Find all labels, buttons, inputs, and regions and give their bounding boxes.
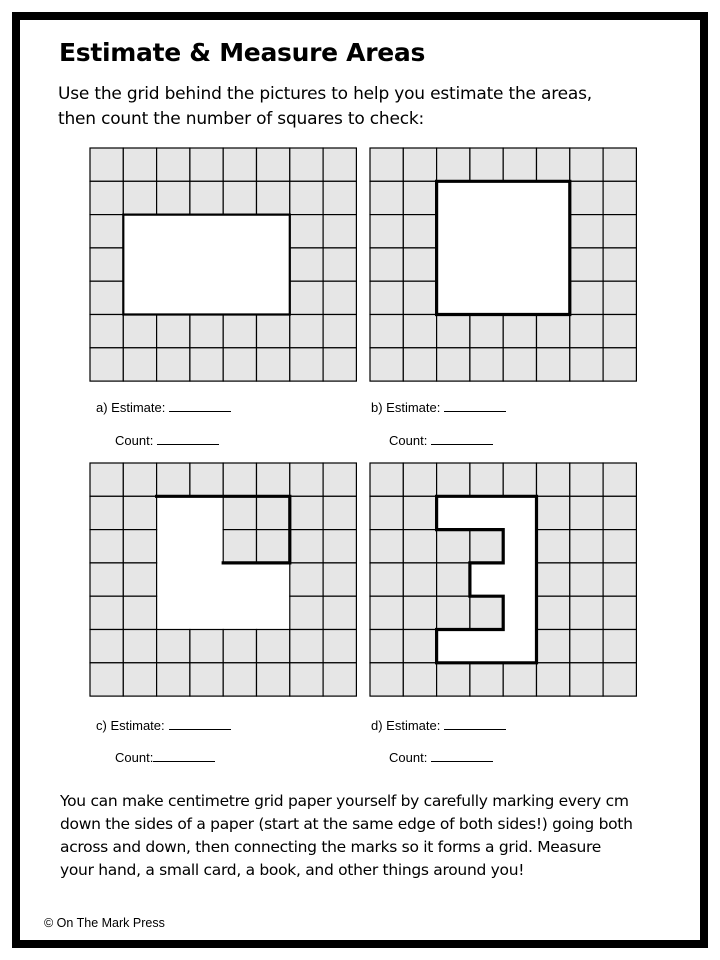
grid-cell bbox=[323, 463, 356, 496]
grid-cell bbox=[437, 148, 470, 181]
grid-cell bbox=[603, 281, 636, 314]
shape-cell bbox=[437, 630, 470, 663]
count-label: Count: bbox=[115, 750, 154, 765]
grid-cell bbox=[190, 181, 223, 214]
grid-cell bbox=[223, 630, 256, 663]
grid-cell bbox=[370, 530, 403, 563]
grid-cell bbox=[323, 148, 356, 181]
grid-cell bbox=[437, 348, 470, 381]
estimate-label: b) Estimate: bbox=[371, 400, 441, 415]
count-label: Count: bbox=[115, 433, 154, 448]
estimate-answer-blank[interactable] bbox=[169, 717, 231, 730]
estimate-answer-blank[interactable] bbox=[444, 717, 506, 730]
shape-cell bbox=[470, 496, 503, 529]
grid-cell bbox=[537, 315, 570, 348]
grid-cell bbox=[503, 148, 536, 181]
shape-cell bbox=[470, 215, 503, 248]
grid-cell bbox=[403, 148, 436, 181]
grid-cell bbox=[570, 181, 603, 214]
grid-cell bbox=[290, 348, 323, 381]
grid-cell bbox=[123, 530, 156, 563]
grid-cell bbox=[537, 596, 570, 629]
grid-cell bbox=[470, 663, 503, 696]
grid-cell bbox=[370, 248, 403, 281]
grid-cell bbox=[570, 463, 603, 496]
shape-cell bbox=[190, 281, 223, 314]
grid-cell bbox=[370, 181, 403, 214]
shape-cell bbox=[503, 563, 536, 596]
grid-cell bbox=[223, 348, 256, 381]
grid-cell bbox=[123, 496, 156, 529]
estimate-answer-blank[interactable] bbox=[444, 399, 506, 412]
shape-cell bbox=[157, 281, 190, 314]
grid-cell bbox=[370, 663, 403, 696]
grid-cell bbox=[157, 315, 190, 348]
grid-cell bbox=[603, 181, 636, 214]
shape-cell bbox=[437, 181, 470, 214]
grid-cell bbox=[123, 181, 156, 214]
grid-cell bbox=[370, 463, 403, 496]
grid-cell bbox=[123, 315, 156, 348]
grid-cell bbox=[323, 348, 356, 381]
instructions-line: then count the number of squares to check: bbox=[58, 109, 425, 129]
shape-cell bbox=[437, 248, 470, 281]
grid-cell bbox=[603, 463, 636, 496]
grid-cell bbox=[323, 181, 356, 214]
grid-cell bbox=[403, 181, 436, 214]
grid-cell bbox=[437, 315, 470, 348]
grid-cell bbox=[603, 496, 636, 529]
grid-cell bbox=[370, 596, 403, 629]
shape-cell bbox=[537, 215, 570, 248]
shape-cell bbox=[257, 596, 290, 629]
grid-cell bbox=[323, 315, 356, 348]
grid-cell bbox=[370, 496, 403, 529]
grid-cell bbox=[190, 663, 223, 696]
grid-cell bbox=[570, 596, 603, 629]
grid-cell bbox=[257, 496, 290, 529]
instructions bbox=[58, 82, 678, 132]
shape-cell bbox=[190, 496, 223, 529]
grid-cell bbox=[437, 463, 470, 496]
shape-cell bbox=[537, 248, 570, 281]
grid-cell bbox=[323, 281, 356, 314]
grid-cell bbox=[537, 563, 570, 596]
estimate-label: c) Estimate: bbox=[96, 718, 165, 733]
grid-cell bbox=[123, 563, 156, 596]
grid-cell bbox=[503, 315, 536, 348]
count-d bbox=[389, 749, 493, 765]
shape-cell bbox=[503, 215, 536, 248]
shape-cell bbox=[223, 248, 256, 281]
grid-cell bbox=[370, 348, 403, 381]
grid-cell bbox=[157, 348, 190, 381]
grid-cell bbox=[537, 348, 570, 381]
shape-cell bbox=[157, 496, 190, 529]
grid-cell bbox=[323, 248, 356, 281]
grid-cell bbox=[90, 596, 123, 629]
grid-cell bbox=[290, 148, 323, 181]
grid-cell bbox=[403, 496, 436, 529]
grid-cell bbox=[90, 248, 123, 281]
shape-cell bbox=[437, 215, 470, 248]
grid-cell bbox=[370, 215, 403, 248]
grid-cell bbox=[570, 630, 603, 663]
grid-cell bbox=[370, 148, 403, 181]
estimate-b bbox=[371, 399, 506, 415]
count-answer-blank[interactable] bbox=[157, 432, 219, 445]
grid-cell bbox=[370, 630, 403, 663]
shape-cell bbox=[257, 248, 290, 281]
shape-cell bbox=[537, 181, 570, 214]
grid-cell bbox=[123, 148, 156, 181]
shape-cell bbox=[190, 596, 223, 629]
grid-cell bbox=[437, 563, 470, 596]
grid-cell bbox=[223, 463, 256, 496]
grid-cell bbox=[403, 663, 436, 696]
grid-cell bbox=[403, 315, 436, 348]
count-answer-blank[interactable] bbox=[431, 749, 493, 762]
shape-cell bbox=[223, 596, 256, 629]
grid-cell bbox=[537, 630, 570, 663]
grid-cell bbox=[403, 248, 436, 281]
grid-cell bbox=[570, 530, 603, 563]
grid-cell bbox=[223, 148, 256, 181]
grid-cell bbox=[537, 463, 570, 496]
grid-cell bbox=[403, 463, 436, 496]
grid-cell bbox=[323, 563, 356, 596]
estimate-c bbox=[96, 717, 231, 733]
grid-cell bbox=[90, 463, 123, 496]
grid-cell bbox=[90, 148, 123, 181]
grid-cell bbox=[570, 348, 603, 381]
count-b bbox=[389, 432, 493, 448]
grid-cell bbox=[503, 463, 536, 496]
count-c bbox=[115, 749, 215, 765]
grid-cell bbox=[290, 281, 323, 314]
shape-cell bbox=[470, 281, 503, 314]
grid-cell bbox=[157, 663, 190, 696]
grid-cell bbox=[157, 181, 190, 214]
grid-cell bbox=[603, 315, 636, 348]
grid-cell bbox=[370, 563, 403, 596]
grid-cell bbox=[403, 530, 436, 563]
grid-cell bbox=[123, 348, 156, 381]
grid-cell bbox=[603, 596, 636, 629]
shape-cell bbox=[503, 496, 536, 529]
shape-cell bbox=[157, 596, 190, 629]
count-label: Count: bbox=[389, 433, 428, 448]
grid-cell bbox=[90, 315, 123, 348]
grid-cell bbox=[570, 496, 603, 529]
grid-cell bbox=[257, 148, 290, 181]
grid-a bbox=[89, 147, 357, 383]
shape-cell bbox=[470, 181, 503, 214]
grid-cell bbox=[190, 463, 223, 496]
grid-cell bbox=[223, 181, 256, 214]
grid-cell bbox=[603, 215, 636, 248]
count-answer-blank[interactable] bbox=[431, 432, 493, 445]
grid-cell bbox=[290, 315, 323, 348]
shape-cell bbox=[157, 530, 190, 563]
grid-cell bbox=[190, 348, 223, 381]
grid-cell bbox=[503, 348, 536, 381]
grid-cell bbox=[570, 563, 603, 596]
grid-cell bbox=[257, 530, 290, 563]
grid-cell bbox=[90, 630, 123, 663]
shape-cell bbox=[503, 530, 536, 563]
shape-cell bbox=[503, 181, 536, 214]
grid-cell bbox=[323, 215, 356, 248]
estimate-answer-blank[interactable] bbox=[169, 399, 231, 412]
tip-line: across and down, then connecting the marks so it forms a grid. Measure bbox=[60, 838, 602, 856]
grid-cell bbox=[257, 663, 290, 696]
grid-cell bbox=[257, 315, 290, 348]
grid-cell bbox=[90, 181, 123, 214]
shape-cell bbox=[257, 215, 290, 248]
grid-cell bbox=[570, 281, 603, 314]
grid-cell bbox=[570, 315, 603, 348]
grid-cell bbox=[290, 630, 323, 663]
grid-cell bbox=[323, 530, 356, 563]
shape-cell bbox=[470, 248, 503, 281]
shape-cell bbox=[503, 281, 536, 314]
grid-cell bbox=[123, 463, 156, 496]
grid-cell bbox=[257, 463, 290, 496]
grid-cell bbox=[223, 530, 256, 563]
grid-cell bbox=[290, 248, 323, 281]
shape-cell bbox=[537, 281, 570, 314]
grid-cell bbox=[437, 596, 470, 629]
count-a bbox=[115, 432, 219, 448]
grid-c bbox=[89, 462, 357, 698]
grid-cell bbox=[257, 181, 290, 214]
grid-cell bbox=[537, 148, 570, 181]
shape-cell bbox=[437, 281, 470, 314]
grid-cell bbox=[90, 663, 123, 696]
shape-cell bbox=[470, 630, 503, 663]
tip-line: your hand, a small card, a book, and other things around you! bbox=[60, 861, 525, 879]
grid-cell bbox=[257, 630, 290, 663]
shape-cell bbox=[257, 281, 290, 314]
grid-cell bbox=[90, 281, 123, 314]
grid-cell bbox=[290, 663, 323, 696]
grid-cell bbox=[603, 630, 636, 663]
grid-paper-tip bbox=[60, 790, 660, 882]
instructions-line: Use the grid behind the pictures to help you estimate the areas, bbox=[58, 84, 592, 104]
grid-cell bbox=[323, 663, 356, 696]
grid-cell bbox=[290, 463, 323, 496]
grid-cell bbox=[537, 530, 570, 563]
copyright: © On The Mark Press bbox=[44, 916, 165, 930]
grid-cell bbox=[290, 530, 323, 563]
grid-cell bbox=[323, 596, 356, 629]
shape-cell bbox=[190, 563, 223, 596]
grid-d bbox=[369, 462, 637, 698]
grid-cell bbox=[603, 663, 636, 696]
shape-cell bbox=[190, 530, 223, 563]
shape-cell bbox=[123, 281, 156, 314]
grid-b bbox=[369, 147, 637, 383]
count-label: Count: bbox=[389, 750, 428, 765]
grid-cell bbox=[290, 596, 323, 629]
grid-cell bbox=[157, 630, 190, 663]
grid-cell bbox=[370, 281, 403, 314]
shape-cell bbox=[190, 215, 223, 248]
grid-cell bbox=[323, 630, 356, 663]
grid-cell bbox=[603, 348, 636, 381]
grid-cell bbox=[223, 496, 256, 529]
shape-cell bbox=[123, 248, 156, 281]
tip-line: down the sides of a paper (start at the same edge of both sides!) going both bbox=[60, 815, 633, 833]
shape-cell bbox=[503, 596, 536, 629]
grid-cell bbox=[90, 348, 123, 381]
grid-cell bbox=[403, 348, 436, 381]
grid-cell bbox=[470, 348, 503, 381]
grid-cell bbox=[257, 348, 290, 381]
grid-cell bbox=[537, 496, 570, 529]
shape-cell bbox=[437, 496, 470, 529]
grid-cell bbox=[190, 148, 223, 181]
shape-cell bbox=[190, 248, 223, 281]
grid-cell bbox=[290, 215, 323, 248]
grid-cell bbox=[290, 181, 323, 214]
grid-cell bbox=[570, 148, 603, 181]
estimate-label: d) Estimate: bbox=[371, 718, 441, 733]
grid-cell bbox=[403, 281, 436, 314]
grid-cell bbox=[190, 630, 223, 663]
grid-cell bbox=[603, 530, 636, 563]
grid-cell bbox=[90, 530, 123, 563]
grid-cell bbox=[157, 148, 190, 181]
tip-line: You can make centimetre grid paper yourself by carefully marking every cm bbox=[60, 792, 629, 810]
grid-cell bbox=[470, 463, 503, 496]
grid-cell bbox=[470, 596, 503, 629]
shape-cell bbox=[503, 248, 536, 281]
grid-cell bbox=[603, 248, 636, 281]
grid-cell bbox=[123, 630, 156, 663]
estimate-d bbox=[371, 717, 506, 733]
count-answer-blank[interactable] bbox=[153, 749, 215, 762]
page-title: Estimate & Measure Areas bbox=[59, 38, 426, 67]
shape-cell bbox=[157, 215, 190, 248]
grid-cell bbox=[290, 563, 323, 596]
grid-cell bbox=[603, 148, 636, 181]
grid-cell bbox=[403, 630, 436, 663]
shape-cell bbox=[470, 563, 503, 596]
grid-cell bbox=[190, 315, 223, 348]
grid-cell bbox=[470, 315, 503, 348]
grid-cell bbox=[570, 215, 603, 248]
grid-cell bbox=[537, 663, 570, 696]
shape-cell bbox=[257, 563, 290, 596]
grid-cell bbox=[90, 215, 123, 248]
shape-cell bbox=[503, 630, 536, 663]
estimate-label: a) Estimate: bbox=[96, 400, 166, 415]
estimate-a bbox=[96, 399, 231, 415]
grid-cell bbox=[503, 663, 536, 696]
grid-cell bbox=[403, 563, 436, 596]
grid-cell bbox=[437, 663, 470, 696]
grid-cell bbox=[570, 663, 603, 696]
grid-cell bbox=[123, 663, 156, 696]
grid-cell bbox=[403, 215, 436, 248]
shape-cell bbox=[223, 215, 256, 248]
shape-cell bbox=[223, 281, 256, 314]
grid-cell bbox=[370, 315, 403, 348]
grid-cell bbox=[223, 315, 256, 348]
shape-cell bbox=[223, 563, 256, 596]
grid-cell bbox=[123, 596, 156, 629]
grid-cell bbox=[403, 596, 436, 629]
grid-cell bbox=[570, 248, 603, 281]
grid-cell bbox=[470, 148, 503, 181]
grid-cell bbox=[470, 530, 503, 563]
grid-cell bbox=[90, 496, 123, 529]
shape-cell bbox=[157, 248, 190, 281]
grid-cell bbox=[90, 563, 123, 596]
shape-cell bbox=[157, 563, 190, 596]
grid-cell bbox=[157, 463, 190, 496]
grid-cell bbox=[223, 663, 256, 696]
grid-cell bbox=[323, 496, 356, 529]
grid-cell bbox=[290, 496, 323, 529]
shape-cell bbox=[123, 215, 156, 248]
grid-cell bbox=[603, 563, 636, 596]
grid-cell bbox=[437, 530, 470, 563]
